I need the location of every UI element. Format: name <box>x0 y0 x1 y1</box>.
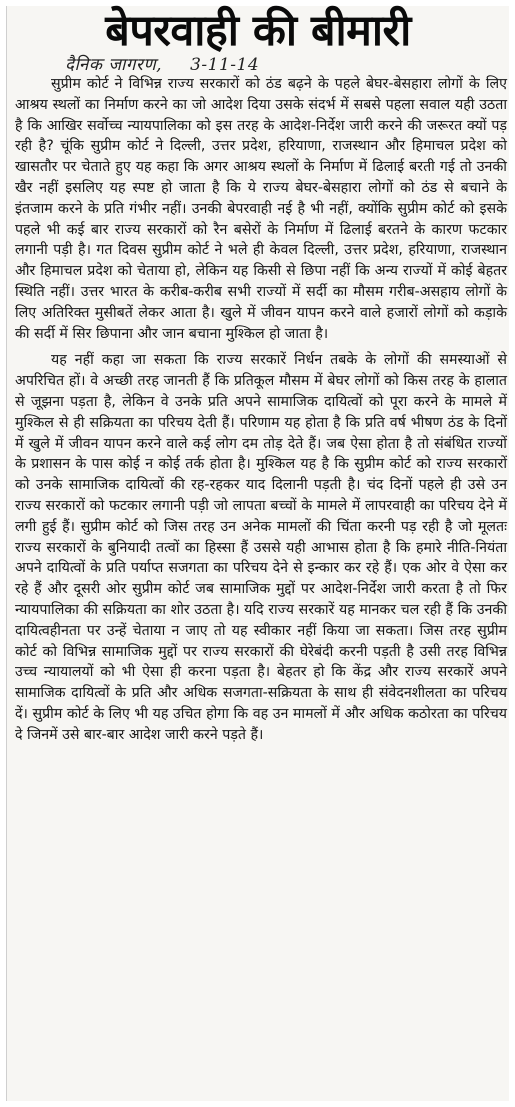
article-headline: बेपरवाही की बीमारी <box>105 6 411 56</box>
handwritten-source-note <box>65 52 259 75</box>
article-body <box>15 74 507 746</box>
clipping-date: 3-11-14 <box>190 55 260 75</box>
source-name: दैनिक जागरण, <box>65 55 163 75</box>
article-paragraph: यह नहीं कहा जा सकता कि राज्य सरकारें निर्धन तबके के लोगों की समस्याओं से अपरिचित हों। वे अच्छी तरह जानती हैं कि प्रतिकूल मौसम में बेघर लोगों को किस तरह के हालात से जूझना पड़ता है, लेकिन वे उनके प्रति अपने सामाजिक दायित्वों को पूरा करने के मामले में मुश्किल से ही सक्रियता का परिचय देती हैं। परिणाम यह होता है कि प्रति वर्ष भीषण ठंड के दिनों में खुले में जीवन यापन करने वाले कई लोग दम तोड़ देते हैं। जब ऐसा होता है तो संबंधित राज्यों के प्रशासन के पास कोई न कोई तर्क होता है। मुश्किल यह है कि सुप्रीम कोर्ट को राज्य सरकारों को उनके सामाजिक दायित्वों की रह-रहकर याद दिलानी पड़ती है। चंद दिनों पहले ही उसे उन राज्य सरकारों को फटकार लगानी पड़ी जो लापता बच्चों के मामले में लापरवाही का परिचय देने में लगी हुई हैं। सुप्रीम कोर्ट को जिस तरह उन अनेक मामलों की चिंता करनी पड़ रही है जो मूलतः राज्य सरकारों के बुनियादी तत्वों का हिस्सा हैं उससे यही आभास होता है कि हमारे नीति-नियंता अपने दायित्वों के प्रति पर्याप्त सजगता का परिचय देने से इन्कार कर रहे हैं। एक ओर वे ऐसा कर रहे हैं और दूसरी ओर सुप्रीम कोर्ट जब सामाजिक मुद्दों पर आदेश-निर्देश जारी करता है तो फिर न्यायपालिका की सक्रियता का शोर उठता है। यदि राज्य सरकारें यह मानकर चल रही हैं कि उनकी दायित्वहीनता पर उन्हें चेताया न जाए तो यह स्वीकार नहीं किया जा सकता। जिस तरह सुप्रीम कोर्ट को विभिन्न सामाजिक मुद्दों पर राज्य सरकारों की घेरेबंदी करनी पड़ती है उसी तरह विभिन्न उच्च न्यायालयों को भी ऐसा ही करना पड़ता है। बेहतर हो कि केंद्र और राज्य सरकारें अपने सामाजिक दायित्वों के प्रति और अधिक सजगता-सक्रियता के साथ ही संवेदनशीलता का परिचय दें। सुप्रीम कोर्ट के लिए भी यह उचित होगा कि वह उन मामलों में और अधिक कठोरता का परिचय दे जिनमें उसे बार-बार आदेश जारी करने पड़ते हैं। <box>15 352 507 743</box>
newspaper-clipping <box>6 6 509 1101</box>
article-paragraph: सुप्रीम कोर्ट ने विभिन्न राज्य सरकारों को ठंड बढ़ने के पहले बेघर-बेसहारा लोगों के लिए आश्रय स्थलों का निर्माण करने का जो आदेश दिया उसके संदर्भ में सबसे पहला सवाल यही उठता है कि आखिर सर्वोच्च न्यायपालिका को इस तरह के आदेश-निर्देश जारी करने की जरूरत क्यों पड़ रही है? चूंकि सुप्रीम कोर्ट ने दिल्ली, उत्तर प्रदेश, हरियाणा, राजस्थान और हिमाचल प्रदेश को खासतौर पर चेताते हुए यह कहा कि अगर आश्रय स्थलों के निर्माण में ढिलाई बरती गई तो उनकी खैर नहीं इसलिए यह स्पष्ट हो जाता है कि ये राज्य बेघर-बेसहारा लोगों को ठंड से बचाने के इंतजाम करने के प्रति गंभीर नहीं। उनकी बेपरवाही नई है भी नहीं, क्योंकि सुप्रीम कोर्ट को इसके पहले भी कई बार राज्य सरकारों को रैन बसेरों के निर्माण में ढिलाई बरतने के कारण फटकार लगानी पड़ी है। गत दिवस सुप्रीम कोर्ट ने भले ही केवल दिल्ली, उत्तर प्रदेश, हरियाणा, राजस्थान और हिमाचल प्रदेश को चेताया हो, लेकिन यह किसी से छिपा नहीं कि अन्य राज्यों में कोई बेहतर स्थिति नहीं। उत्तर भारत के करीब-करीब सभी राज्यों में सर्दी का मौसम गरीब-असहाय लोगों के लिए अतिरिक्त मुसीबतें लेकर आता है। खुले में जीवन यापन करने वाले हजारों लोगों को कड़ाके की सर्दी में सिर छिपाना और जान बचाना मुश्किल हो जाता है। <box>15 76 507 342</box>
